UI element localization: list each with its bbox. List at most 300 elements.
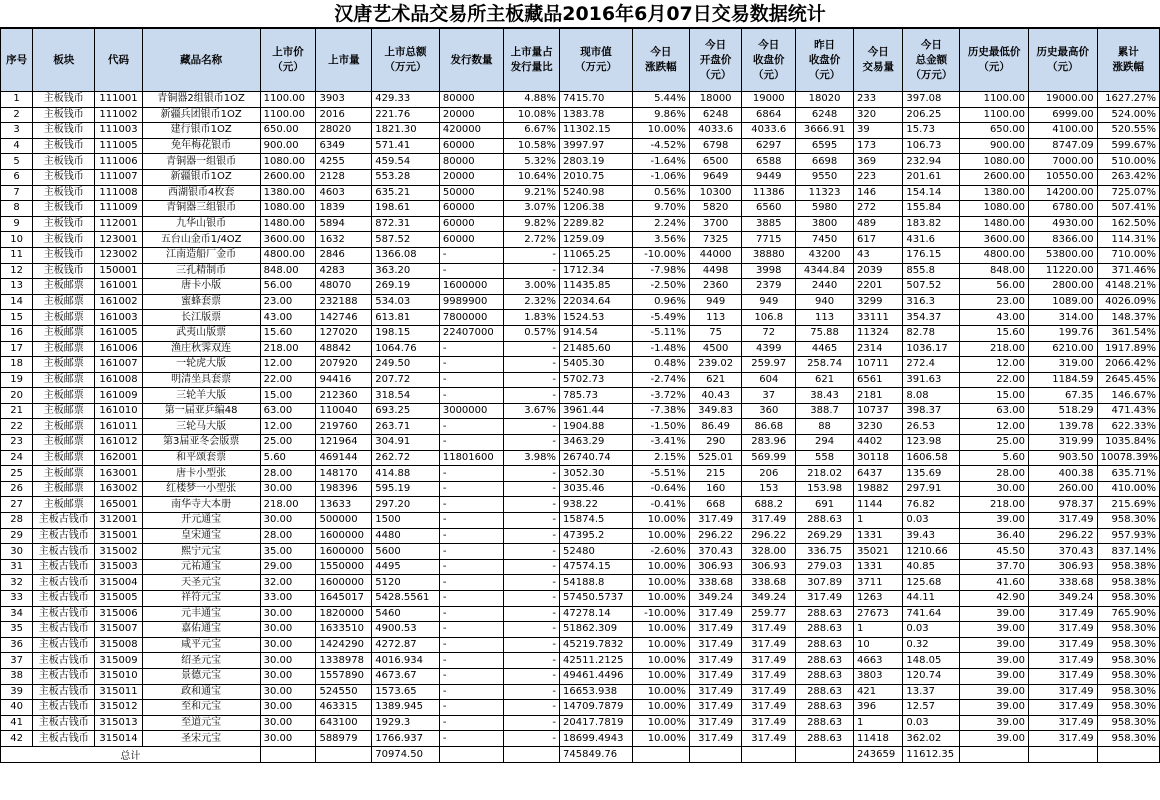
table-cell: 155.84 xyxy=(903,201,960,217)
table-cell: 25.00 xyxy=(260,435,316,451)
table-cell: 6595 xyxy=(796,138,854,154)
table-cell: 161009 xyxy=(95,388,142,404)
total-turnover: 11612.35 xyxy=(903,746,960,762)
table-cell: 958.30% xyxy=(1097,700,1159,716)
table-row xyxy=(1,419,1160,435)
table-cell: 3666.91 xyxy=(796,123,854,139)
table-cell: 587.52 xyxy=(372,232,440,248)
table-cell: 1712.34 xyxy=(560,263,633,279)
table-cell: 463315 xyxy=(316,700,372,716)
column-header-text: （元） xyxy=(753,68,785,81)
table-cell: 958.38% xyxy=(1097,559,1159,575)
table-cell: 11 xyxy=(1,247,33,263)
column-header xyxy=(854,29,903,92)
table-cell: 0.48% xyxy=(632,357,689,373)
table-cell: 161010 xyxy=(95,403,142,419)
table-cell: 524.00% xyxy=(1097,107,1159,123)
table-cell: 161012 xyxy=(95,435,142,451)
table-cell: 6864 xyxy=(742,107,796,123)
table-cell: 398.37 xyxy=(903,403,960,419)
table-cell: 4.88% xyxy=(504,92,560,108)
table-cell: 113 xyxy=(689,310,742,326)
table-row xyxy=(1,138,1160,154)
table-cell: 338.68 xyxy=(742,575,796,591)
column-header-text: 上市量占 xyxy=(510,46,553,58)
table-cell: 30.00 xyxy=(260,731,316,747)
table-cell: 111001 xyxy=(95,92,142,108)
table-cell: 南华寺大本册 xyxy=(142,497,260,513)
table-cell: 至道元宝 xyxy=(142,715,260,731)
table-cell: 35 xyxy=(1,622,33,638)
table-cell: 1633510 xyxy=(316,622,372,638)
table-cell: 165001 xyxy=(95,497,142,513)
table-cell: 23.00 xyxy=(260,294,316,310)
table-cell: 218.00 xyxy=(260,497,316,513)
table-cell: 39.00 xyxy=(960,622,1029,638)
table-cell: 54188.8 xyxy=(560,575,633,591)
table-cell: 21 xyxy=(1,403,33,419)
table-cell: 317.49 xyxy=(742,513,796,529)
table-cell: 祥符元宝 xyxy=(142,591,260,607)
table-row xyxy=(1,169,1160,185)
table-cell: 2.32% xyxy=(504,294,560,310)
table-cell: 45219.7832 xyxy=(560,637,633,653)
table-cell: 258.74 xyxy=(796,357,854,373)
table-cell: 皇宋通宝 xyxy=(142,528,260,544)
table-cell: 160 xyxy=(689,481,742,497)
table-cell: 354.37 xyxy=(903,310,960,326)
table-row xyxy=(1,357,1160,373)
table-cell: 5980 xyxy=(796,201,854,217)
table-cell: - xyxy=(439,544,503,560)
table-cell: 1480.00 xyxy=(260,216,316,232)
table-cell: 1557890 xyxy=(316,668,372,684)
table-cell: 206.25 xyxy=(903,107,960,123)
table-cell: 518.29 xyxy=(1028,403,1097,419)
total-empty-cell xyxy=(742,746,796,762)
table-cell: 主板古钱币 xyxy=(33,513,95,529)
table-cell: 9 xyxy=(1,216,33,232)
table-cell: 13633 xyxy=(316,497,372,513)
table-cell: 39.43 xyxy=(903,528,960,544)
total-volume: 243659 xyxy=(854,746,903,762)
table-cell: 86.49 xyxy=(689,419,742,435)
table-cell: 1263 xyxy=(854,591,903,607)
table-cell: 317.49 xyxy=(1028,637,1097,653)
table-cell: 3998 xyxy=(742,263,796,279)
table-cell: 15 xyxy=(1,310,33,326)
column-header-text: （元） xyxy=(978,61,1010,73)
table-cell: 296.22 xyxy=(1028,528,1097,544)
table-cell: 1380.00 xyxy=(260,185,316,201)
table-cell: 4 xyxy=(1,138,33,154)
column-header xyxy=(260,29,316,92)
table-cell: -2.60% xyxy=(632,544,689,560)
table-cell: - xyxy=(439,481,503,497)
table-cell: 1366.08 xyxy=(372,247,440,263)
column-header xyxy=(742,29,796,92)
table-cell: 198.61 xyxy=(372,201,440,217)
table-cell: 10.00% xyxy=(632,575,689,591)
table-cell: 19 xyxy=(1,372,33,388)
table-row xyxy=(1,216,1160,232)
table-cell: 2010.75 xyxy=(560,169,633,185)
table-cell: 16653.938 xyxy=(560,684,633,700)
table-cell: 三轮羊大版 xyxy=(142,388,260,404)
table-cell: 914.54 xyxy=(560,325,633,341)
column-header-text: 总金额 xyxy=(915,53,948,66)
table-cell: 主板邮票 xyxy=(33,372,95,388)
table-cell: 161008 xyxy=(95,372,142,388)
table-cell: 47278.14 xyxy=(560,606,633,622)
table-cell: 4673.67 xyxy=(372,668,440,684)
table-cell: 76.82 xyxy=(903,497,960,513)
table-cell: 1627.27% xyxy=(1097,92,1159,108)
table-cell: 3700 xyxy=(689,216,742,232)
table-cell: 111008 xyxy=(95,185,142,201)
table-cell: 6297 xyxy=(742,138,796,154)
table-row xyxy=(1,528,1160,544)
table-cell: 12.00 xyxy=(260,419,316,435)
table-cell: 30.00 xyxy=(260,684,316,700)
table-cell: 431.6 xyxy=(903,232,960,248)
table-cell: 第3届亚冬会版票 xyxy=(142,435,260,451)
table-cell: 317.49 xyxy=(689,700,742,716)
table-cell: - xyxy=(504,435,560,451)
table-cell: 39.00 xyxy=(960,653,1029,669)
table-cell: 6500 xyxy=(689,154,742,170)
table-cell: 10737 xyxy=(854,403,903,419)
table-cell: 0.32 xyxy=(903,637,960,653)
table-cell: 45.50 xyxy=(960,544,1029,560)
table-cell: 75 xyxy=(689,325,742,341)
table-cell: 56.00 xyxy=(960,279,1029,295)
table-cell: - xyxy=(439,637,503,653)
table-cell: 4272.87 xyxy=(372,637,440,653)
total-empty-cell xyxy=(439,746,503,762)
table-cell: 8366.00 xyxy=(1028,232,1097,248)
table-cell: 183.82 xyxy=(903,216,960,232)
table-cell: 260.00 xyxy=(1028,481,1097,497)
table-cell: - xyxy=(504,247,560,263)
table-cell: 11220.00 xyxy=(1028,263,1097,279)
table-body xyxy=(1,92,1160,747)
total-empty-cell xyxy=(632,746,689,762)
table-cell: 958.30% xyxy=(1097,637,1159,653)
table-cell: 5894 xyxy=(316,216,372,232)
table-cell: 15.00 xyxy=(960,388,1029,404)
table-cell: 283.96 xyxy=(742,435,796,451)
table-cell: 111002 xyxy=(95,107,142,123)
table-cell: 388.7 xyxy=(796,403,854,419)
table-cell: - xyxy=(504,731,560,747)
table-cell: 1645017 xyxy=(316,591,372,607)
table-row xyxy=(1,700,1160,716)
total-empty-cell xyxy=(260,746,316,762)
column-header-text: 交易量 xyxy=(862,61,894,73)
table-row xyxy=(1,591,1160,607)
table-cell: 1524.53 xyxy=(560,310,633,326)
table-cell: 30.00 xyxy=(260,700,316,716)
table-cell: - xyxy=(439,606,503,622)
table-cell: 武夷山版票 xyxy=(142,325,260,341)
table-cell: 39.00 xyxy=(960,700,1029,716)
table-cell: 22.00 xyxy=(260,372,316,388)
table-cell: 43.00 xyxy=(960,310,1029,326)
total-empty-cell xyxy=(1097,746,1159,762)
table-cell: - xyxy=(439,357,503,373)
table-cell: 10.00% xyxy=(632,637,689,653)
table-cell: 2314 xyxy=(854,341,903,357)
table-cell: - xyxy=(504,466,560,482)
table-cell: 主板钱币 xyxy=(33,216,95,232)
table-cell: 2016 xyxy=(316,107,372,123)
table-cell: 7000.00 xyxy=(1028,154,1097,170)
table-cell: 288.63 xyxy=(796,700,854,716)
table-cell: 215.69% xyxy=(1097,497,1159,513)
table-cell: 渔庄秋霁双连 xyxy=(142,341,260,357)
table-cell: 741.64 xyxy=(903,606,960,622)
table-cell: 621 xyxy=(689,372,742,388)
table-cell: 4498 xyxy=(689,263,742,279)
table-cell: 41.60 xyxy=(960,575,1029,591)
table-cell: 嘉佑通宝 xyxy=(142,622,260,638)
table-cell: 免年梅花银币 xyxy=(142,138,260,154)
column-header xyxy=(1028,29,1097,92)
table-cell: 47574.15 xyxy=(560,559,633,575)
table-cell: 20 xyxy=(1,388,33,404)
table-cell: 958.30% xyxy=(1097,668,1159,684)
table-cell: 400.38 xyxy=(1028,466,1097,482)
table-cell: 569.99 xyxy=(742,450,796,466)
table-cell: 111007 xyxy=(95,169,142,185)
table-cell: 1600000 xyxy=(316,544,372,560)
column-header-text: 累计 xyxy=(1117,46,1139,58)
table-cell: 32.00 xyxy=(260,575,316,591)
table-cell: 0.57% xyxy=(504,325,560,341)
table-cell: 39.00 xyxy=(960,668,1029,684)
table-cell: - xyxy=(504,559,560,575)
table-cell: 10.00% xyxy=(632,513,689,529)
table-cell: 蜜蜂套票 xyxy=(142,294,260,310)
table-cell: 主板古钱币 xyxy=(33,622,95,638)
column-header-text: 涨跌幅 xyxy=(1112,61,1145,73)
table-cell: 668 xyxy=(689,497,742,513)
table-cell: 315005 xyxy=(95,591,142,607)
table-cell: 7415.70 xyxy=(560,92,633,108)
table-cell: - xyxy=(439,372,503,388)
table-cell: 315013 xyxy=(95,715,142,731)
table-cell: 4399 xyxy=(742,341,796,357)
table-cell: 10550.00 xyxy=(1028,169,1097,185)
table-cell: - xyxy=(504,591,560,607)
table-cell: 125.68 xyxy=(903,575,960,591)
table-cell: 207.72 xyxy=(372,372,440,388)
table-cell: 1331 xyxy=(854,528,903,544)
table-cell: 5405.30 xyxy=(560,357,633,373)
table-cell: 613.81 xyxy=(372,310,440,326)
table-cell: 6588 xyxy=(742,154,796,170)
table-cell: 38880 xyxy=(742,247,796,263)
table-cell: 421 xyxy=(854,684,903,700)
table-cell: 317.49 xyxy=(689,606,742,622)
table-cell: 306.93 xyxy=(1028,559,1097,575)
table-cell: 26 xyxy=(1,481,33,497)
table-cell: 595.19 xyxy=(372,481,440,497)
table-cell: 19000 xyxy=(742,92,796,108)
table-cell: 4033.6 xyxy=(742,123,796,139)
table-cell: 60000 xyxy=(439,138,503,154)
table-cell: 410.00% xyxy=(1097,481,1159,497)
table-cell: 30.00 xyxy=(260,653,316,669)
table-cell: - xyxy=(439,684,503,700)
table-cell: 主板古钱币 xyxy=(33,606,95,622)
table-cell: 1100.00 xyxy=(260,107,316,123)
table-cell: 主板古钱币 xyxy=(33,559,95,575)
table-cell: 5.44% xyxy=(632,92,689,108)
table-cell: 7450 xyxy=(796,232,854,248)
table-cell: 855.8 xyxy=(903,263,960,279)
table-cell: 288.63 xyxy=(796,668,854,684)
table-cell: 6.67% xyxy=(504,123,560,139)
column-header-text: （万元） xyxy=(384,61,427,73)
table-cell: 958.30% xyxy=(1097,591,1159,607)
table-cell: 27673 xyxy=(854,606,903,622)
table-cell: 2379 xyxy=(742,279,796,295)
table-cell: 19000.00 xyxy=(1028,92,1097,108)
table-cell: 九华山银币 xyxy=(142,216,260,232)
table-cell: 主板钱币 xyxy=(33,232,95,248)
table-cell: - xyxy=(439,435,503,451)
table-cell: 317.49 xyxy=(742,622,796,638)
column-header-text: 代码 xyxy=(108,53,130,66)
table-cell: 315004 xyxy=(95,575,142,591)
table-cell: 315008 xyxy=(95,637,142,653)
table-row xyxy=(1,435,1160,451)
column-header-text: 现市值 xyxy=(580,46,612,58)
table-cell: 317.49 xyxy=(689,668,742,684)
column-header-text: 上市量 xyxy=(328,53,360,66)
table-cell: - xyxy=(504,668,560,684)
table-cell: 319.99 xyxy=(1028,435,1097,451)
table-cell: 11418 xyxy=(854,731,903,747)
table-row xyxy=(1,513,1160,529)
table-cell: 88 xyxy=(796,419,854,435)
table-cell: 10.00% xyxy=(632,684,689,700)
table-cell: 123001 xyxy=(95,232,142,248)
table-cell: 9449 xyxy=(742,169,796,185)
table-cell: 317.49 xyxy=(1028,668,1097,684)
table-cell: -5.51% xyxy=(632,466,689,482)
table-cell: 617 xyxy=(854,232,903,248)
table-cell: 7325 xyxy=(689,232,742,248)
column-header xyxy=(316,29,372,92)
table-cell: 3.07% xyxy=(504,201,560,217)
table-cell: 3711 xyxy=(854,575,903,591)
table-cell: 1100.00 xyxy=(960,107,1029,123)
table-cell: 2.72% xyxy=(504,232,560,248)
column-header-text: 藏品名称 xyxy=(180,53,223,66)
total-empty-cell xyxy=(796,746,854,762)
table-cell: 317.49 xyxy=(689,653,742,669)
table-cell: 3.00% xyxy=(504,279,560,295)
table-cell: 218.00 xyxy=(260,341,316,357)
table-cell: 11324 xyxy=(854,325,903,341)
table-cell: 312001 xyxy=(95,513,142,529)
table-cell: 317.49 xyxy=(742,700,796,716)
table-cell: - xyxy=(504,419,560,435)
table-cell: 39.00 xyxy=(960,684,1029,700)
table-cell: - xyxy=(504,528,560,544)
table-cell: 317.49 xyxy=(742,731,796,747)
table-cell: 56.00 xyxy=(260,279,316,295)
table-cell: 318.54 xyxy=(372,388,440,404)
table-cell: 635.21 xyxy=(372,185,440,201)
table-header xyxy=(1,29,1160,92)
table-cell: 3903 xyxy=(316,92,372,108)
table-row xyxy=(1,684,1160,700)
column-header xyxy=(1097,29,1159,92)
table-cell: 288.63 xyxy=(796,513,854,529)
table-row xyxy=(1,668,1160,684)
table-cell: 9.82% xyxy=(504,216,560,232)
table-cell: 297.20 xyxy=(372,497,440,513)
table-cell: 2360 xyxy=(689,279,742,295)
table-cell: 317.49 xyxy=(689,684,742,700)
column-header xyxy=(560,29,633,92)
table-cell: -3.41% xyxy=(632,435,689,451)
table-cell: -1.64% xyxy=(632,154,689,170)
table-cell: 259.77 xyxy=(742,606,796,622)
table-cell: 650.00 xyxy=(260,123,316,139)
table-cell: - xyxy=(504,653,560,669)
table-cell: 371.46% xyxy=(1097,263,1159,279)
table-cell: 459.54 xyxy=(372,154,440,170)
table-cell: 39 xyxy=(1,684,33,700)
table-cell: 848.00 xyxy=(960,263,1029,279)
table-cell: 10.00% xyxy=(632,653,689,669)
table-cell: 2440 xyxy=(796,279,854,295)
table-cell: 315011 xyxy=(95,684,142,700)
table-cell: 26.53 xyxy=(903,419,960,435)
table-cell: 31 xyxy=(1,559,33,575)
table-cell: 42 xyxy=(1,731,33,747)
table-cell: 949 xyxy=(689,294,742,310)
table-cell: 621 xyxy=(796,372,854,388)
table-cell: 主板钱币 xyxy=(33,138,95,154)
table-cell: 10.00% xyxy=(632,528,689,544)
table-cell: 161006 xyxy=(95,341,142,357)
table-cell: 22034.64 xyxy=(560,294,633,310)
table-cell: 18 xyxy=(1,357,33,373)
table-cell: 315012 xyxy=(95,700,142,716)
table-cell: 52480 xyxy=(560,544,633,560)
table-cell: 958.30% xyxy=(1097,653,1159,669)
table-cell: 198396 xyxy=(316,481,372,497)
table-cell: 53800.00 xyxy=(1028,247,1097,263)
column-header-text: 今日 xyxy=(705,38,727,51)
table-cell: 咸平元宝 xyxy=(142,637,260,653)
table-cell: 429.33 xyxy=(372,92,440,108)
table-cell: 6999.00 xyxy=(1028,107,1097,123)
table-cell: - xyxy=(439,263,503,279)
table-cell: 4900.53 xyxy=(372,622,440,638)
table-cell: -7.38% xyxy=(632,403,689,419)
table-cell: 146 xyxy=(854,185,903,201)
table-cell: 35.00 xyxy=(260,544,316,560)
table-cell: 643100 xyxy=(316,715,372,731)
column-header-text: （万元） xyxy=(575,61,617,73)
